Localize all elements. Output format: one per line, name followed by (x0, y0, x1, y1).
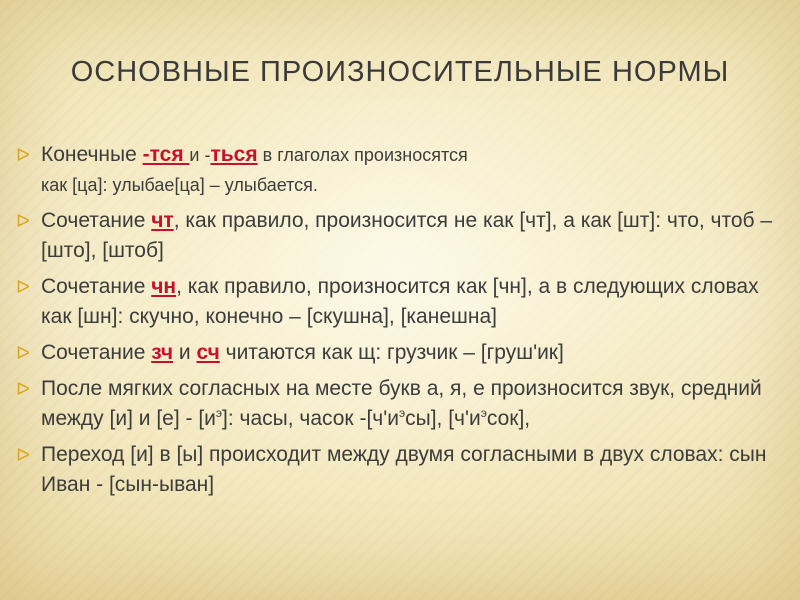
bullet-text: ]: часы, часок -[ч'и (222, 407, 399, 430)
bullet-arrow-icon: ᐅ (16, 379, 30, 399)
bullet-item (16, 374, 786, 434)
bullet-text: Сочетание (41, 275, 152, 298)
bullet-item (16, 440, 786, 500)
bullet-text: сок], (486, 407, 531, 430)
highlight-combination: сч (196, 341, 220, 364)
bullet-item (16, 140, 786, 200)
bullet-list (16, 140, 786, 506)
highlight-combination: чт (151, 209, 174, 232)
bullet-text: Переход [и] в [ы] происходит между двумя согласными в двух словах: сын Иван - [сын-ыван] (41, 443, 767, 496)
highlight-combination: чн (151, 275, 177, 298)
bullet-text: в глаголах произносятся (257, 145, 468, 165)
bullet-arrow-icon: ᐅ (16, 343, 30, 363)
bullet-text: После мягких согласных на месте букв а, я, е произносится звук, средний между [и] и [е] - [и (41, 377, 762, 430)
highlight-ending: -тся (142, 143, 190, 166)
bullet-arrow-icon: ᐅ (16, 277, 30, 297)
bullet-text: и (173, 341, 197, 364)
bullet-text: Сочетание (41, 341, 152, 364)
bullet-text: , как правило, произносится как [чн], а в следующих словах как [шн]: скучно, конечно – [скушна], [канешна] (41, 275, 759, 328)
bullet-text: Конечные (41, 143, 143, 166)
superscript: э (215, 406, 223, 420)
highlight-combination: зч (151, 341, 174, 364)
bullet-text: , как правило, произносится не как [чт], а как [шт]: что, чтоб – [што], [штоб] (41, 209, 773, 262)
bullet-item (16, 338, 786, 368)
bullet-arrow-icon: ᐅ (16, 445, 30, 465)
superscript: э (398, 406, 406, 420)
slide-title: ОСНОВНЫЕ ПРОИЗНОСИТЕЛЬНЫЕ НОРМЫ (70, 56, 730, 88)
bullet-text: читаются как щ: грузчик – [груш'ик] (219, 341, 564, 364)
bullet-text: Сочетание (41, 209, 152, 232)
bullet-arrow-icon: ᐅ (16, 145, 30, 165)
highlight-ending: ться (210, 143, 258, 166)
bullet-item (16, 206, 786, 266)
bullet-text: сы], [ч'и (405, 407, 481, 430)
bullet-text: и - (189, 145, 211, 165)
superscript: э (480, 406, 487, 420)
bullet-item (16, 272, 786, 332)
bullet-arrow-icon: ᐅ (16, 211, 30, 231)
bullet-text: как [ца]: улыбае[ца] – улыбается. (41, 175, 318, 195)
